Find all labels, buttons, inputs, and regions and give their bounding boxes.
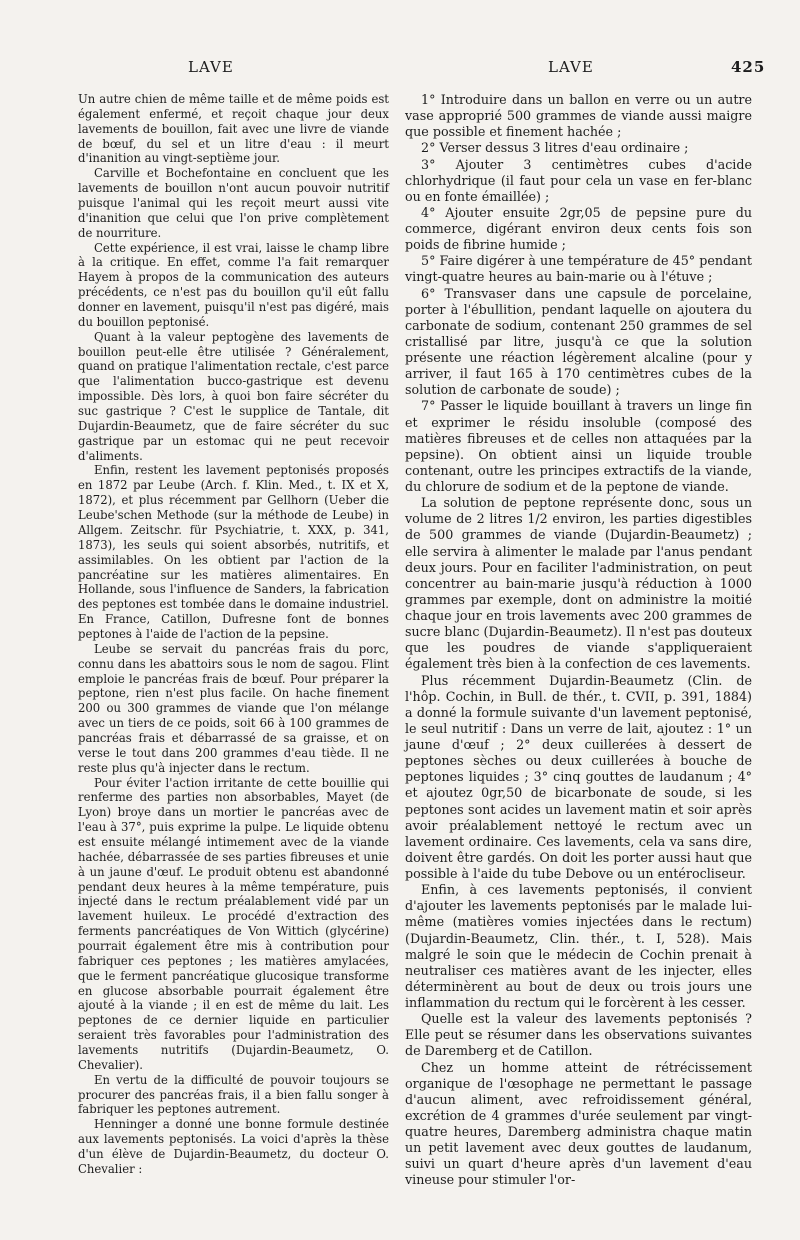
header-title-right: LAVE bbox=[548, 58, 594, 76]
paragraph: 3° Ajouter 3 centimètres cubes d'acide chlorhydrique (il faut pour cela un vase en fer-blanc ou en fonte émaillée) ; bbox=[405, 156, 752, 204]
paragraph: 5° Faire digérer à une température de 45° pendant vingt-quatre heures au bain-marie ou à l'étuve ; bbox=[405, 253, 752, 285]
paragraph: Carville et Bochefontaine en concluent que les lavements de bouillon n'ont aucun pouvoir nutritif puisque l'animal qui les reçoit meurt aussi vite d'inanition que celui que l'on prive complètement de nourriture. bbox=[78, 166, 389, 240]
right-column bbox=[405, 92, 752, 1189]
paragraph: 4° Ajouter ensuite 2gr,05 de pepsine pure du commerce, digérant environ deux cents fois son poids de fibrine humide ; bbox=[405, 204, 752, 253]
paragraph: Quelle est la valeur des lavements peptonisés ? Elle peut se résumer dans les observations suivantes de Daremberg et de Catillon. bbox=[405, 1011, 752, 1059]
paragraph: 1° Introduire dans un ballon en verre ou un autre vase approprié 500 grammes de viande aussi maigre que possible et finement hachée ; bbox=[405, 92, 752, 140]
paragraph: Leube se servait du pancréas frais du porc, connu dans les abattoirs sous le nom de sagou. Flint emploie le pancréas frais de bœuf. Pour préparer la peptone, rien n'est plus facile. On hache finement 200 ou 300 grammes de viande que l'on mélange avec un tiers de ce poids, soit 66 à 100 grammes de pancréas frais et débarrassé de sa graisse, et on verse le tout dans 200 grammes d'eau tiède. Il ne reste plus qu'à injecter dans le rectum. bbox=[78, 641, 389, 775]
paragraph: 7° Passer le liquide bouillant à travers un linge fin et exprimer le résidu insoluble (composé des matières fibreuses et de celles non attaquées par la pepsine). On obtient ainsi un liquide trouble contenant, outre les principes extractifs de la viande, du chlorure de sodium et de la peptone de viande. bbox=[405, 398, 752, 494]
paragraph: Enfin, restent les lavement peptonisés proposés en 1872 par Leube (Arch. f. Klin. Med., t. IX et X, 1872), et plus récemment par Gellhorn (Ueber die Leube'schen Methode (sur la méthode de Leube) in Allgem. Zeitschr. für Psychiatrie, t. XXX, p. 341, 1873), les seuls qui soient absorbés, nutritifs, et assimilables. On les obtient par l'action de la pancréatine sur les matières alimentaires. En Hollande, sous l'influence de Sanders, la fabrication des peptones est tombée dans le domaine industriel. En France, Catillon, Dufresne font de bonnes peptones à l'aide de l'action de la pepsine. bbox=[78, 463, 389, 641]
paragraph: 6° Transvaser dans une capsule de porcelaine, porter à l'ébullition, pendant laquelle on ajoutera du carbonate de sodium, contenant 250 grammes de sel cristallisé par litre, jusqu'à ce que la solution présente une réaction légèrement alcaline (pour y arriver, il faut 165 à 170 centimètres cubes de la solution de carbonate de soude) ; bbox=[405, 285, 752, 398]
paragraph: Chez un homme atteint de rétrécissement organique de l'œsophage ne permettant le passage d'aucun aliment, avec refroidissement général, excrétion de 4 grammes d'urée seulement par vingt-quatre heures, Daremberg administra chaque matin un petit lavement avec deux gouttes de laudanum, suivi un quart d'heure après d'un lavement d'eau vineuse pour stimuler l'or- bbox=[405, 1059, 752, 1188]
header-title-left: LAVE bbox=[188, 58, 234, 76]
page-number: 425 bbox=[731, 58, 766, 76]
paragraph: Plus récemment Dujardin-Beaumetz (Clin. de l'hôp. Cochin, in Bull. de thér., t. CVII, p. 391, 1884) a donné la formule suivante d'un lavement peptonisé, le seul nutritif : Dans un verre de lait, ajoutez : 1° un jaune d'œuf ; 2° deux cuillerées à dessert de peptones sèches ou deux cuillerées à bouche de peptones liquides ; 3° cinq gouttes de laudanum ; 4° et ajoutez 0gr,50 de bicarbonate de soude, si les peptones sont acides un lavement matin et soir après avoir préalablement nettoyé le rectum avec un lavement ordinaire. Ces lavements, cela va sans dire, doivent être gardés. On doit les porter aussi haut que possible à l'aide du tube Debove ou un entérocliseur. bbox=[405, 672, 752, 881]
paragraph: Pour éviter l'action irritante de cette bouillie qui renferme des parties non absorbables, Mayet (de Lyon) broye dans un mortier le pancréas avec de l'eau à 37°, puis exprime la pulpe. Le liquide obtenu est ensuite mélangé intimement avec de la viande hachée, débarrassée de ses parties fibreuses et unie à un jaune d'œuf. Le produit obtenu est abandonné pendant deux heures à la même température, puis injecté dans le rectum préalablement vidé par un lavement huileux. Le procédé d'extraction des ferments pancréatiques de Von Wittich (glycérine) pourrait également être mis à contribution pour fabriquer ces peptones ; les matières amylacées, que le ferment pancréatique glucosique transforme en glucose absorbable pourrait également être ajouté à la viande ; il en est de même du lait. Les peptones de ce dernier liquide en particulier seraient très favorables pour l'administration des lavements nutritifs (Dujardin-Beaumetz, O. Chevalier). bbox=[78, 775, 389, 1072]
running-header bbox=[0, 58, 800, 80]
paragraph: La solution de peptone représente donc, sous un volume de 2 litres 1/2 environ, les parties digestibles de 500 grammes de viande (Dujardin-Beaumetz) ; elle servira à alimenter le malade par l'anus pendant deux jours. Pour en faciliter l'administration, on peut concentrer au bain-marie jusqu'à réduction à 1000 grammes par exemple, dont on administre la moitié chaque jour en trois lavements avec 200 grammes de sucre blanc (Dujardin-Beaumetz). Il n'est pas douteux que les poudres de viande s'appliqueraient également très bien à la confection de ces lavements. bbox=[405, 495, 752, 672]
paragraph: Quant à la valeur peptogène des lavements de bouillon peut-elle être utilisée ? Généralement, quand on pratique l'alimentation rectale, c'est parce que l'alimentation bucco-gastrique est devenu impossible. Dès lors, à quoi bon faire sécréter du suc gastrique ? C'est le supplice de Tantale, dit Dujardin-Beaumetz, que de faire sécréter du suc gastrique par un estomac qui ne peut recevoir d'aliments. bbox=[78, 329, 389, 463]
paragraph: En vertu de la difficulté de pouvoir toujours se procurer des pancréas frais, il a bien fallu songer à fabriquer les peptones autrement. bbox=[78, 1072, 389, 1117]
paragraph: Henninger a donné une bonne formule destinée aux lavements peptonisés. La voici d'après la thèse d'un élève de Dujardin-Beaumetz, du docteur O. Chevalier : bbox=[78, 1117, 389, 1176]
paragraph: 2° Verser dessus 3 litres d'eau ordinaire ; bbox=[421, 140, 689, 156]
left-column bbox=[78, 92, 389, 1177]
paragraph: Cette expérience, il est vrai, laisse le champ libre à la critique. En effet, comme l'a fait remarquer Hayem à propos de la communication des auteurs précédents, ce n'est pas du bouillon qu'il eût fallu donner en lavement, puisqu'il n'est pas digéré, mais du bouillon peptonisé. bbox=[78, 240, 389, 329]
paragraph: Un autre chien de même taille et de même poids est également enfermé, et reçoit chaque jour deux lavements de bouillon, fait avec une livre de viande de bœuf, du sel et un litre d'eau : il meurt d'inanition au vingt-septième jour. bbox=[78, 92, 389, 166]
paragraph: Enfin, à ces lavements peptonisés, il convient d'ajouter les lavements peptonisés par le malade lui-même (matières vomies injectées dans le rectum) (Dujardin-Beaumetz, Clin. thér., t. I, 528). Mais malgré le soin que le médecin de Cochin prenait à neutraliser ces matières avant de les injecter, elles déterminèrent au bout de deux ou trois jours une inflammation du rectum qui le forcèrent à les cesser. bbox=[405, 882, 752, 1010]
